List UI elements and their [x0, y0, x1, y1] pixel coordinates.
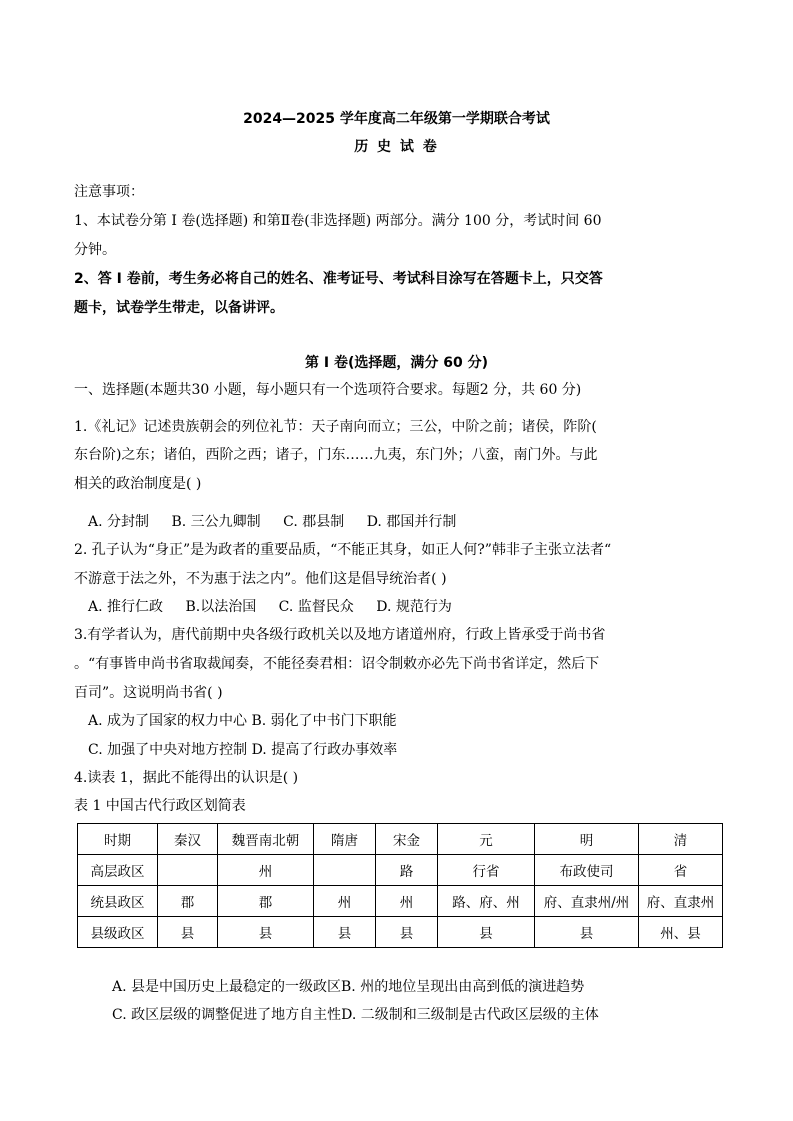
table-cell: 省: [639, 855, 723, 886]
q4-option-d[interactable]: D. 二级制和三级制是古代政区层级的主体: [341, 1007, 599, 1023]
q2-line-2: 不游意于法之外，不为惠于法之内”。他们这是倡导统治者( ): [74, 571, 447, 587]
q2-options: [88, 598, 470, 616]
table-cell: 高层政区: [78, 855, 158, 886]
exam-subtitle: 历 史 试 卷: [354, 139, 439, 155]
table-header-cell: 隋唐: [314, 824, 376, 855]
table-cell: 行省: [438, 855, 535, 886]
q2-line-1: 2. 孔子认为“身正”是为政者的重要品质，“不能正其身，如正人何?”韩非子主张立法者“: [74, 542, 612, 558]
table-cell: 县: [218, 917, 314, 948]
q1-option-d[interactable]: D. 郡国并行制: [366, 514, 457, 530]
q4-options-row-1: [112, 978, 584, 996]
q3-option-c[interactable]: C. 加强了中央对地方控制: [88, 742, 248, 758]
table-cell: 县: [376, 917, 438, 948]
q2-option-c[interactable]: C. 监督民众: [278, 599, 354, 615]
table-cell: 县: [314, 917, 376, 948]
q2-option-b[interactable]: B.以法治国: [185, 599, 257, 615]
table-row: [78, 886, 723, 917]
q3-line-3: 百司”。这说明尚书省( ): [74, 685, 223, 701]
notice-heading: 注意事项：: [74, 184, 144, 200]
q3-options-row-1: [88, 712, 397, 730]
q3-option-a[interactable]: A. 成为了国家的权力中心: [88, 713, 248, 729]
table-caption: 表 1 中国古代行政区划简表: [74, 798, 246, 814]
q4-option-a[interactable]: A. 县是中国历史上最稳定的一级政区: [112, 979, 342, 995]
table-header-cell: 清: [639, 824, 723, 855]
table-header-cell: 秦汉: [158, 824, 218, 855]
table-header-cell: 宋金: [376, 824, 438, 855]
table-header-cell: 时期: [78, 824, 158, 855]
q3-options-row-2: [88, 741, 397, 759]
exam-title: 2024—2025 学年度高二年级第一学期联合考试: [243, 111, 550, 127]
table-cell: 郡: [218, 886, 314, 917]
table-cell: 州: [314, 886, 376, 917]
table-header-cell: 元: [438, 824, 535, 855]
q2-option-a[interactable]: A. 推行仁政: [88, 599, 164, 615]
admin-division-table: [77, 823, 723, 948]
table-cell: [314, 855, 376, 886]
table-cell: 县: [535, 917, 639, 948]
table-cell: 布政使司: [535, 855, 639, 886]
table-cell: 路、府、州: [438, 886, 535, 917]
table-cell: 府、直隶州: [639, 886, 723, 917]
q3-option-b[interactable]: B. 弱化了中书门下职能: [251, 713, 397, 729]
q4-options-row-2: [112, 1006, 599, 1024]
q1-line-1: 1.《礼记》记述贵族朝会的列位礼节：天子南向而立；三公，中阶之前；诸侯，阼阶(: [74, 419, 597, 435]
q4-line-1: 4.读表 1，据此不能得出的认识是( ): [74, 770, 299, 786]
table-row: [78, 917, 723, 948]
table-cell: 统县政区: [78, 886, 158, 917]
q1-option-b[interactable]: B. 三公九卿制: [171, 514, 261, 530]
table-cell: 州: [218, 855, 314, 886]
table-header-row: [78, 824, 723, 855]
table-header-cell: 明: [535, 824, 639, 855]
q4-option-c[interactable]: C. 政区层级的调整促进了地方自主性: [112, 1007, 342, 1023]
q4-option-b[interactable]: B. 州的地位呈现出由高到低的演进趋势: [341, 979, 585, 995]
section-intro: 一、选择题(本题共30 小题，每小题只有一个选项符合要求。每题2 分，共 60 分): [74, 382, 582, 398]
table-cell: 州: [376, 886, 438, 917]
table-cell: 县: [158, 917, 218, 948]
table-cell: 县级政区: [78, 917, 158, 948]
q1-option-c[interactable]: C. 郡县制: [283, 514, 345, 530]
table-cell: 路: [376, 855, 438, 886]
table-row: [78, 855, 723, 886]
table-cell: 县: [438, 917, 535, 948]
table-cell: 郡: [158, 886, 218, 917]
q2-option-d[interactable]: D. 规范行为: [376, 599, 452, 615]
table-cell: 府、直隶州/州: [535, 886, 639, 917]
q1-line-3: 相关的政治制度是( ): [74, 476, 202, 492]
table-cell: 州、县: [639, 917, 723, 948]
notice-item-1-line-2: 分钟。: [74, 242, 116, 258]
q1-line-2: 东台阶)之东；诸伯，西阶之西；诸子，门东……九夷，东门外；八蛮，南门外。与此: [74, 447, 598, 463]
q3-line-1: 3.有学者认为，唐代前期中央各级行政机关以及地方诸道州府，行政上皆承受于尚书省: [74, 627, 606, 643]
q3-option-d[interactable]: D. 提高了行政办事效率: [251, 742, 398, 758]
table-header-cell: 魏晋南北朝: [218, 824, 314, 855]
q1-options: [88, 513, 474, 531]
notice-item-2-line-1: 2、答 Ⅰ 卷前，考生务必将自己的姓名、准考证号、考试科目涂写在答题卡上，只交答: [74, 271, 603, 287]
notice-item-2-line-2: 题卡，试卷学生带走，以备讲评。: [74, 300, 284, 316]
q3-line-2: 。“有事皆申尚书省取裁闻奏，不能径奏君相：诏令制敕亦必先下尚书省详定，然后下: [74, 656, 600, 672]
notice-item-1-line-1: 1、本试卷分第 Ⅰ 卷(选择题) 和第Ⅱ卷(非选择题) 两部分。满分 100 分，考试时间 60: [74, 213, 602, 229]
section-heading: 第 Ⅰ 卷(选择题，满分 60 分): [305, 355, 488, 371]
q1-option-a[interactable]: A. 分封制: [88, 514, 150, 530]
table-cell: [158, 855, 218, 886]
